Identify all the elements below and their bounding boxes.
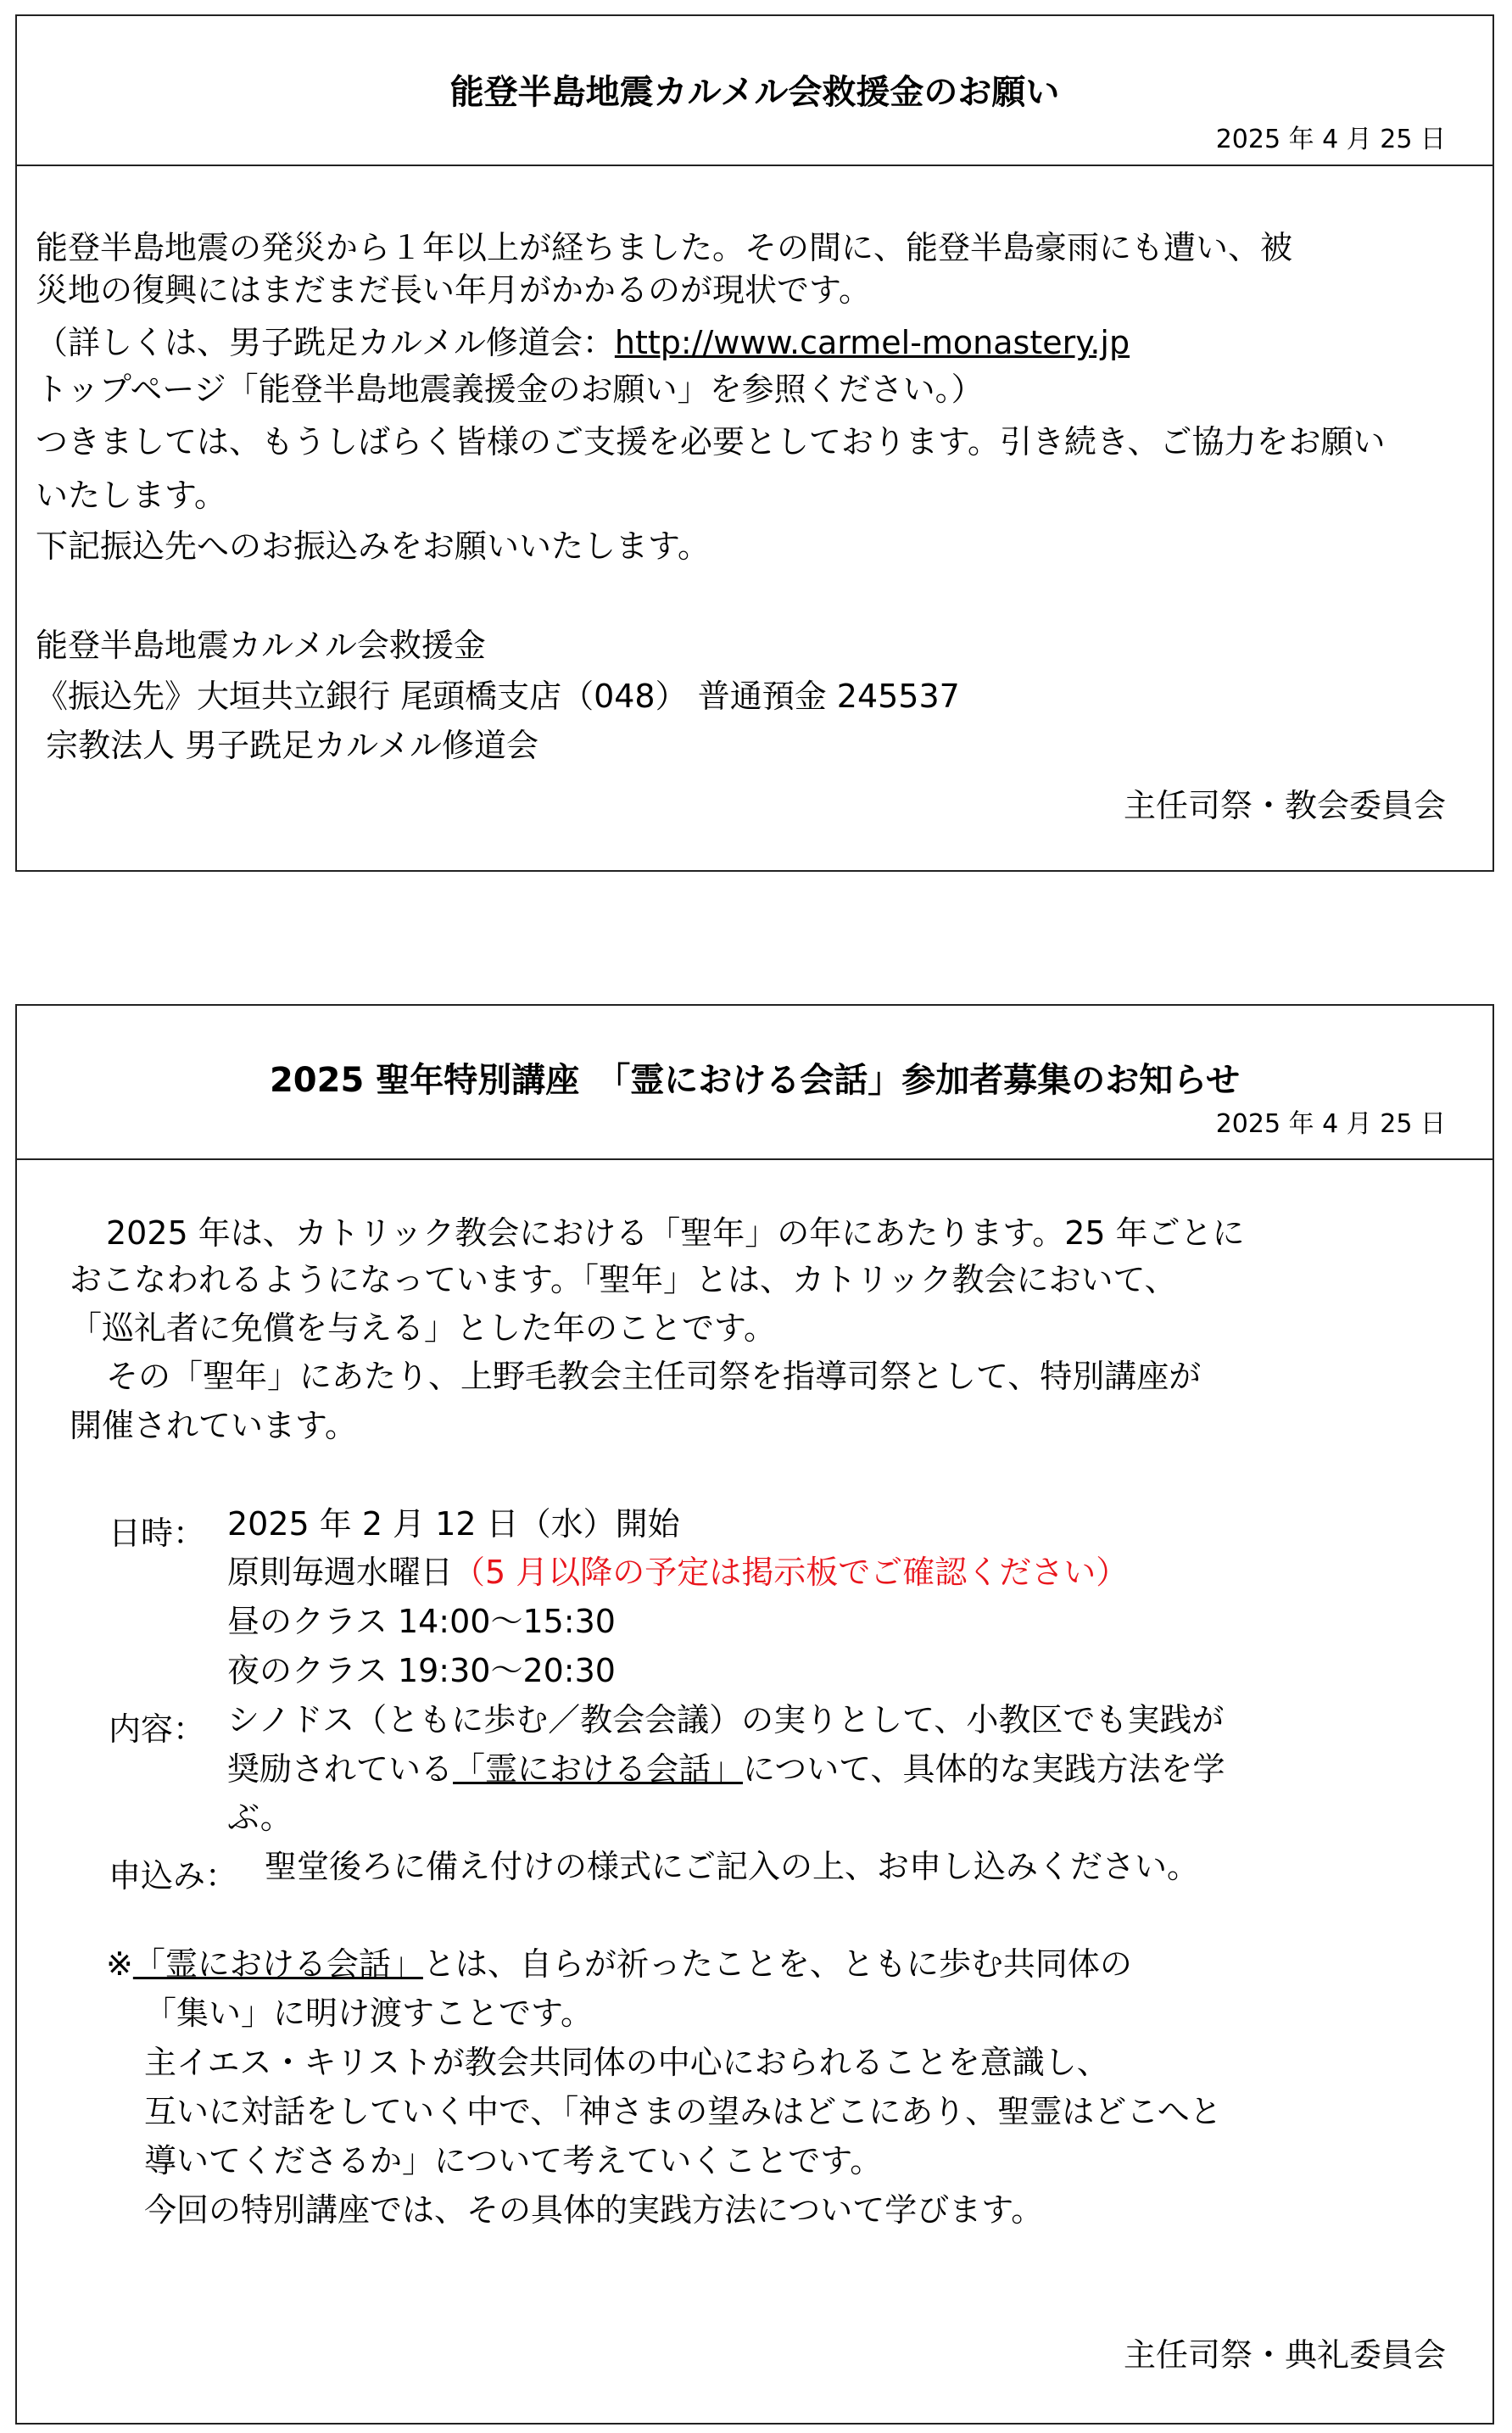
notice-1-header	[17, 16, 1492, 166]
notice-2	[15, 1004, 1494, 2425]
notice-1-line: つきましては、もうしばらく皆様のご支援を必要としております。引き続き、ご協力をお願い	[36, 423, 1386, 460]
content-text: について、具体的な実践方法を学	[743, 1750, 1225, 1788]
notice-1-line	[36, 326, 1130, 361]
note-line: 「集い」に明け渡すことです。	[144, 1995, 593, 2032]
note-mark: ※	[106, 1945, 133, 1983]
account-holder: 宗教法人 男子跣足カルメル修道会	[36, 727, 539, 764]
intro-line: その「聖年」にあたり、上野毛教会主任司祭を指導司祭として、特別講座が	[106, 1358, 1202, 1395]
note-line	[106, 1947, 1132, 1983]
schedule-night-class: 夜のクラス 19:30～20:30	[227, 1652, 616, 1689]
notice-1-signature: 主任司祭・教会委員会	[1123, 787, 1446, 824]
notice-1-line: 災地の復興にはまだまだ長い年月がかかるのが現状です。	[36, 271, 871, 309]
note-line: 互いに対話をしていく中で、「神さまの望みはどこにあり、聖霊はどこへと	[144, 2093, 1222, 2130]
intro-line: 開催されています。	[70, 1407, 357, 1444]
apply-label: 申込み：	[109, 1857, 238, 1895]
content-line	[227, 1752, 1225, 1788]
content-line: ぶ。	[227, 1799, 293, 1836]
notice-1-line-text: （詳しくは、男子跣足カルメル修道会：	[36, 324, 615, 361]
carmel-monastery-link[interactable]: http://www.carmel-monastery.jp	[614, 324, 1130, 361]
notice-1-title: 能登半島地震カルメル会救援金のお願い	[449, 73, 1060, 112]
content-term: 「霊における会話」	[453, 1750, 744, 1788]
notice-1	[15, 14, 1494, 872]
notice-1-line: 能登半島地震の発災から１年以上が経ちました。その間に、能登半島豪雨にも遭い、被	[36, 229, 1293, 266]
schedule-weekly	[227, 1555, 1128, 1591]
bank-account: 《振込先》大垣共立銀行 尾頭橋支店（048） 普通預金 245537	[36, 678, 960, 715]
note-line: 導いてくださるか」について考えていくことです。	[144, 2142, 883, 2179]
schedule-note: （5 月以降の予定は掲示板でご確認ください）	[453, 1554, 1129, 1591]
intro-line: 「巡礼者に免償を与える」とした年のことです。	[70, 1309, 776, 1347]
intro-line: おこなわれるようになっています。「聖年」とは、カトリック教会において、	[70, 1261, 1177, 1298]
content-line: シノドス（ともに歩む／教会会議）の実りとして、小教区でも実践が	[227, 1701, 1225, 1738]
notice-1-line: トップページ「能登半島地震義援金のお願い」を参照ください。）	[36, 371, 984, 408]
notice-2-title: 2025 聖年特別講座 「霊における会話」参加者募集のお知らせ	[269, 1061, 1241, 1100]
apply-text: 聖堂後ろに備え付けの様式にご記入の上、お申し込みください。	[265, 1848, 1200, 1885]
content-text: 奨励されている	[227, 1750, 454, 1788]
notice-1-line: 下記振込先へのお振込みをお願いいたします。	[36, 527, 710, 565]
note-term: 「霊における会話」	[132, 1945, 423, 1983]
notice-2-date: 2025 年 4 月 25 日	[1215, 1109, 1446, 1139]
notice-2-signature: 主任司祭・典礼委員会	[1123, 2336, 1446, 2374]
note-text: とは、自らが祈ったことを、ともに歩む共同体の	[422, 1945, 1132, 1983]
fund-name: 能登半島地震カルメル会救援金	[36, 627, 486, 664]
content-label: 内容：	[109, 1710, 206, 1748]
notice-1-date: 2025 年 4 月 25 日	[1215, 125, 1446, 154]
note-line: 主イエス・キリストが教会共同体の中心におられることを意識し、	[144, 2044, 1109, 2081]
schedule-label: 日時：	[109, 1515, 206, 1552]
schedule-day-class: 昼のクラス 14:00～15:30	[227, 1603, 616, 1640]
notice-1-line: いたします。	[36, 477, 226, 514]
schedule-weekly-text: 原則毎週水曜日	[227, 1554, 454, 1591]
notice-2-header	[17, 1006, 1492, 1160]
schedule-start: 2025 年 2 月 12 日（水）開始	[227, 1505, 680, 1543]
intro-line: 2025 年は、カトリック教会における「聖年」の年にあたります。25 年ごとに	[106, 1214, 1245, 1252]
note-line: 今回の特別講座では、その具体的実践方法について学びます。	[144, 2191, 1044, 2229]
